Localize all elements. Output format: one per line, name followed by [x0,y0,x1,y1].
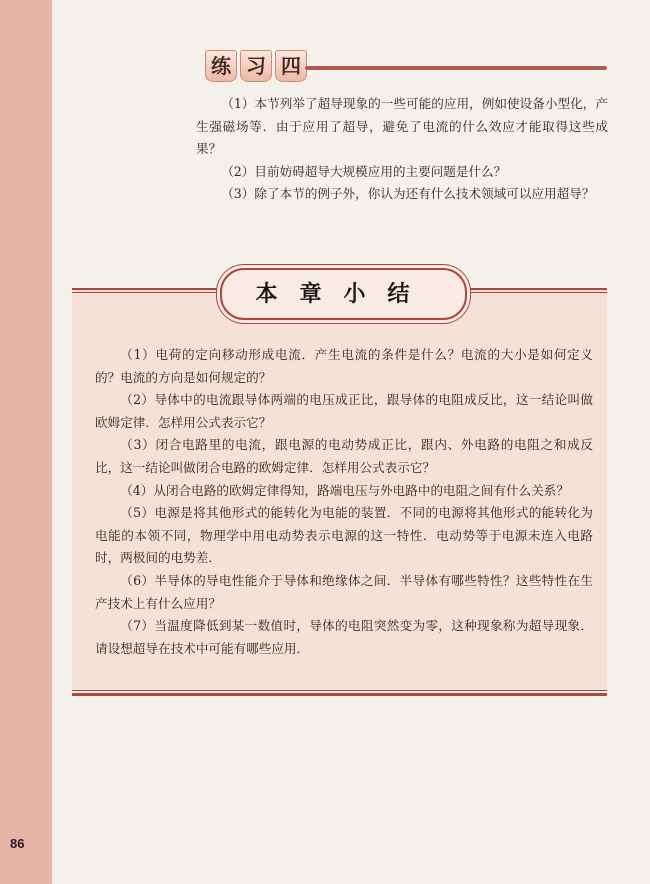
summary-top-rule-right-thin [462,292,607,293]
exercise-list [196,93,608,206]
chapter-summary-list [95,344,593,660]
exercise-item: （1）本节列举了超导现象的一些可能的应用，例如使设备小型化，产生强磁场等．由于应用了超导，避免了电流的什么效应才能取得这些成果？ [196,96,608,156]
summary-top-rule-left [72,288,222,290]
summary-top-rule-right [462,288,607,290]
summary-item: （3）闭合电路里的电流，跟电源的电动势成正比，跟内、外电路的电阻之和成反比，这一结论叫做闭合电路的欧姆定律．怎样用公式表示它？ [95,437,593,475]
summary-item: （4）从闭合电路的欧姆定律得知，路端电压与外电路中的电阻之间有什么关系？ [120,482,569,498]
exercise-heading [205,50,307,86]
summary-bottom-rule [72,693,607,696]
exercise-heading-rule [305,66,607,70]
exercise-heading-char: 四 [275,50,307,82]
summary-item: （1）电荷的定向移动形成电流．产生电流的条件是什么？电流的大小是如何定义的？电流的方向是如何规定的？ [95,347,593,385]
summary-item: （5）电源是将其他形式的能转化为电能的装置．不同的电源将其他形式的能转化为电能的本领不同，物理学中用电动势表示电源的这一特性．电动势等于电源未连入电路时，两极间的电势差． [95,505,593,566]
exercise-heading-char: 练 [205,50,237,82]
summary-item: （7）当温度降低到某一数值时，导体的电阻突然变为零，这种现象称为超导现象．请设想超导在技术中可能有哪些应用． [95,618,593,656]
page-number: 86 [10,836,25,851]
exercise-item: （3）除了本节的例子外，你认为还有什么技术领域可以应用超导？ [221,186,595,201]
summary-top-rule-left-thin [72,292,222,293]
summary-item: （6）半导体的导电性能介于导体和绝缘体之间．半导体有哪些特性？这些特性在生产技术上有什么应用？ [95,572,593,611]
exercise-item: （2）目前妨碍超导大规模应用的主要问题是什么？ [221,163,507,179]
summary-bottom-rule-thin [72,690,607,691]
summary-item: （2）导体中的电流跟导体两端的电压成正比，跟导体的电阻成反比，这一结论叫做欧姆定律．怎样用公式表示它？ [95,392,593,430]
exercise-heading-char: 习 [240,50,272,82]
page-edge-strip [0,0,52,884]
chapter-summary-title: 本章小结 [220,268,467,320]
